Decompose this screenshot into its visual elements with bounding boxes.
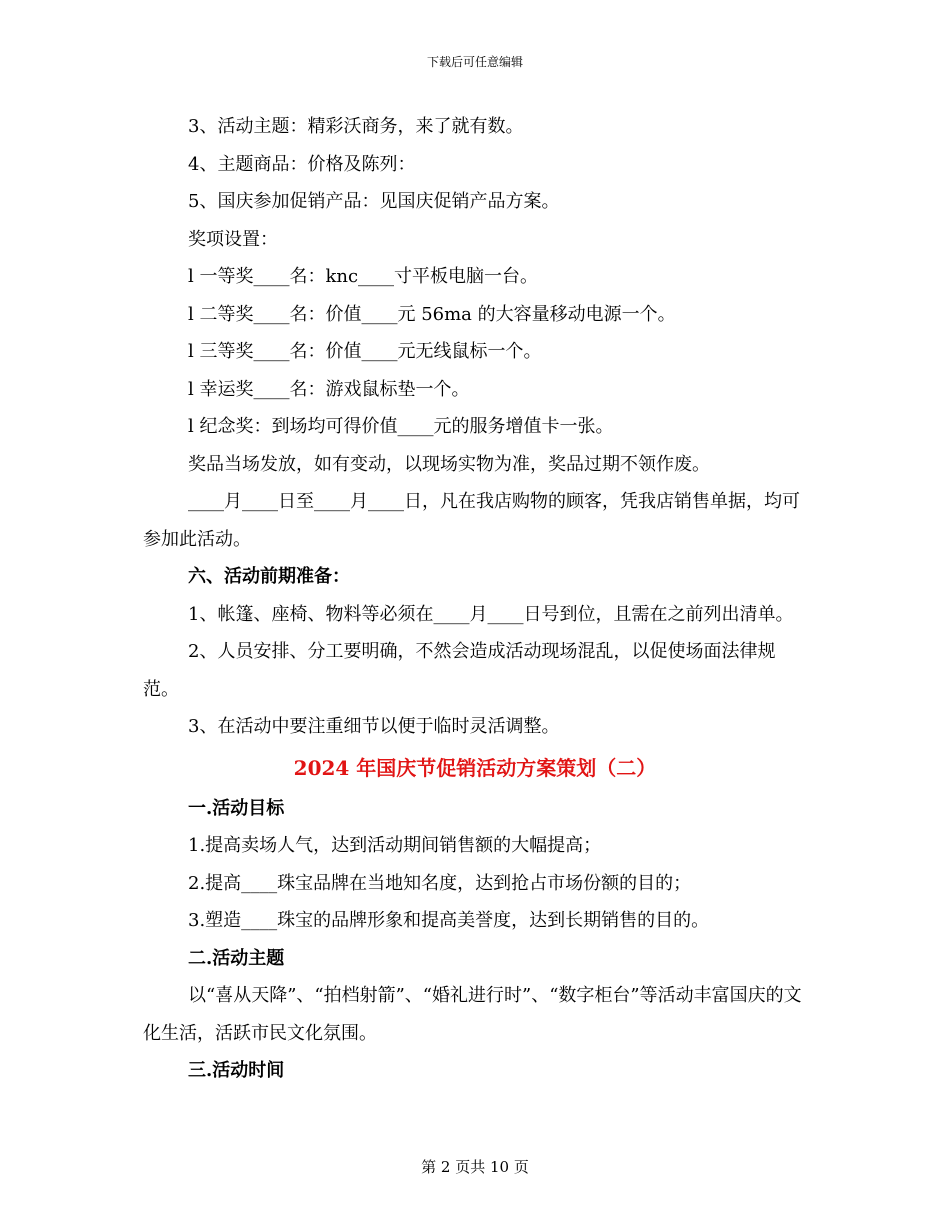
paragraph: 1、帐篷、座椅、物料等必须在____月____日号到位，且需在之前列出清单。 <box>188 603 794 625</box>
section-heading: 六、活动前期准备： <box>188 566 350 587</box>
prize-item: l 三等奖____名：价值____元无线鼠标一个。 <box>188 341 542 362</box>
section-heading: 二.活动主题 <box>188 947 285 969</box>
document-body <box>143 108 807 1090</box>
prize-item: l 纪念奖：到场均可得价值____元的服务增值卡一张。 <box>188 416 614 437</box>
paragraph: 奖项设置： <box>188 228 278 250</box>
page-header: 下载后可任意编辑 <box>426 55 523 69</box>
paragraph: 以“喜从天降”、“拍档射箭”、“婚礼进行时”、“数字柜台”等活动丰富国庆的文化生活，活跃市民文化氛围。 <box>143 985 802 1044</box>
paragraph: 奖品当场发放，如有变动，以现场实物为准，奖品过期不领作废。 <box>188 453 710 475</box>
paragraph: 3、在活动中要注重细节以便于临时灵活调整。 <box>188 716 560 737</box>
paragraph: 3.塑造____珠宝的品牌形象和提高美誉度，达到长期销售的目的。 <box>188 910 710 931</box>
prize-item: l 幸运奖____名：游戏鼠标垫一个。 <box>188 378 470 400</box>
document-title: 2024 年国庆节促销活动方案策划（二） <box>293 755 657 780</box>
paragraph: 1.提高卖场人气，达到活动期间销售额的大幅提高； <box>188 835 602 856</box>
paragraph: 2.提高____珠宝品牌在当地知名度，达到抢占市场份额的目的； <box>188 872 692 894</box>
paragraph: 5、国庆参加促销产品：见国庆促销产品方案。 <box>188 191 560 212</box>
prize-item: l 一等奖____名：knc____寸平板电脑一台。 <box>188 266 539 287</box>
prize-item: l 二等奖____名：价值____元 56ma 的大容量移动电源一个。 <box>188 303 676 325</box>
section-heading: 一.活动目标 <box>188 797 285 819</box>
page-footer: 第 2 页共 10 页 <box>421 1158 529 1176</box>
paragraph: 4、主题商品：价格及陈列： <box>188 153 416 175</box>
paragraph: 3、活动主题：精彩沃商务，来了就有数。 <box>188 116 524 137</box>
section-heading: 三.活动时间 <box>188 1060 285 1081</box>
paragraph: 2、人员安排、分工要明确，不然会造成活动现场混乱，以促使场面法律规范。 <box>143 641 776 700</box>
paragraph: ____月____日至____月____日，凡在我店购物的顾客，凭我店销售单据，均可参加此活动。 <box>143 491 800 550</box>
